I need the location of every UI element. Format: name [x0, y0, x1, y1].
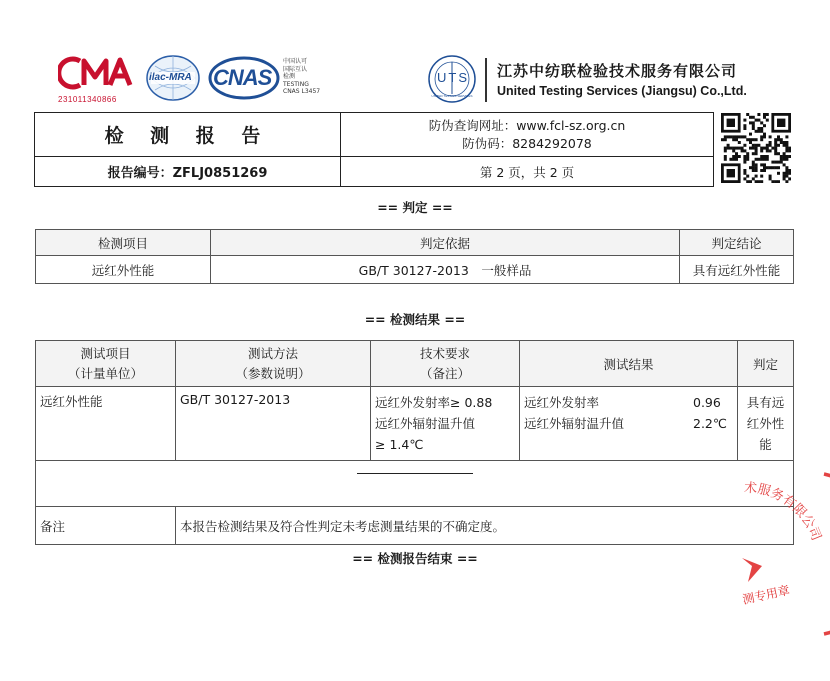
result-value: 2.2℃: [693, 416, 727, 431]
cnas-logo: [208, 56, 280, 100]
header-text: 测试项目: [80, 345, 131, 361]
judgment-header-conclusion: 判定结论: [680, 230, 794, 256]
results-header-verdict: 判定: [738, 341, 794, 387]
official-seal: [724, 470, 830, 640]
verify-url: 防伪查询网址：www.fcl-sz.org.cn: [428, 117, 626, 133]
verdict-line: 红外性: [746, 416, 785, 431]
uts-text: UTS: [437, 70, 469, 85]
cma-number: 231011340866: [58, 95, 117, 104]
req-line: 远红外发射率≥ 0.88: [375, 395, 493, 410]
note-text: 本报告检测结果及符合性判定未考虑测量结果的不确定度。: [176, 507, 794, 545]
result-label: 远红外辐射温升值: [524, 416, 625, 431]
cnas-text: CNAS: [213, 65, 272, 90]
results-header-result: 测试结果: [520, 341, 738, 387]
results-cell-result: [520, 387, 738, 461]
results-cell-method: GB/T 30127-2013: [176, 387, 371, 461]
header-subtext: （参数说明）: [235, 365, 311, 381]
blank-rule: [357, 473, 473, 474]
end-of-report: == 检测报告结束 ==: [352, 551, 478, 566]
uts-logo: [427, 54, 477, 104]
verify-info: [341, 113, 714, 157]
judgment-cell-item: 远红外性能: [36, 256, 211, 284]
judgment-table: [35, 229, 794, 284]
company-name-en: United Testing Services (Jiangsu) Co.,Ltd.: [497, 84, 747, 98]
report-title: 检 测 报 告: [35, 113, 341, 157]
cnas-line: TESTING: [283, 80, 309, 88]
judgment-cell-conclusion: 具有远红外性能: [680, 256, 794, 284]
results-section-title: == 检测结果 ==: [364, 312, 466, 327]
results-cell-item: 远红外性能: [36, 387, 176, 461]
report-number: 报告编号：ZFLJ0851269: [35, 157, 341, 187]
verdict-line: 具有远: [746, 395, 785, 410]
results-cell-verdict: [738, 387, 794, 461]
header-text: 技术要求: [419, 345, 470, 361]
cnas-info: [283, 58, 320, 96]
header-subtext: （备注）: [419, 365, 470, 381]
results-header-item: [36, 341, 176, 387]
report-header-table: [34, 112, 714, 187]
seal-bottom-text: 测专用章: [741, 583, 792, 607]
result-label: 远红外发射率: [524, 395, 600, 410]
company-name-cn: 江苏中纺联检验技术服务有限公司: [497, 62, 738, 80]
uts-ring-text: UNITED TESTING SERVICES: [431, 94, 473, 98]
results-table: [35, 340, 794, 545]
seal-ring-text: 术服务有限公司: [743, 480, 824, 543]
cnas-line: 国际互认: [283, 65, 308, 73]
qr-code: [721, 113, 791, 183]
cnas-line: 检测: [283, 73, 296, 80]
verdict-line: 能: [759, 437, 772, 452]
results-header-method: [176, 341, 371, 387]
result-value: 0.96: [693, 395, 721, 410]
header-subtext: （计量单位）: [67, 365, 143, 381]
cma-logo: [58, 55, 136, 103]
page-indicator: 第 2 页，共 2 页: [341, 157, 714, 187]
judgment-header-item: 检测项目: [36, 230, 211, 256]
judgment-section-title: == 判定 ==: [377, 200, 453, 215]
svg-text:术服务有限公司: [744, 480, 824, 543]
req-line: ≥ 1.4℃: [375, 437, 424, 452]
cnas-line: CNAS L3457: [283, 88, 321, 95]
results-header-req: [371, 341, 520, 387]
header-divider: [485, 58, 487, 102]
results-cell-req: [371, 387, 520, 461]
result-line: [524, 392, 733, 413]
judgment-header-basis: 判定依据: [211, 230, 680, 256]
results-blank-row: [36, 461, 794, 507]
cnas-line: 中国认可: [283, 58, 308, 65]
header-text: 测试方法: [247, 345, 298, 361]
judgment-cell-basis: GB/T 30127-2013 一般样品: [211, 256, 680, 284]
note-label: 备注: [36, 507, 176, 545]
ilac-text: ilac-MRA: [149, 72, 192, 83]
verify-code: 防伪码：8284292078: [462, 135, 592, 151]
req-line: 远红外辐射温升值: [375, 416, 476, 431]
ilac-mra-logo: [145, 54, 201, 102]
result-line: [524, 413, 733, 434]
